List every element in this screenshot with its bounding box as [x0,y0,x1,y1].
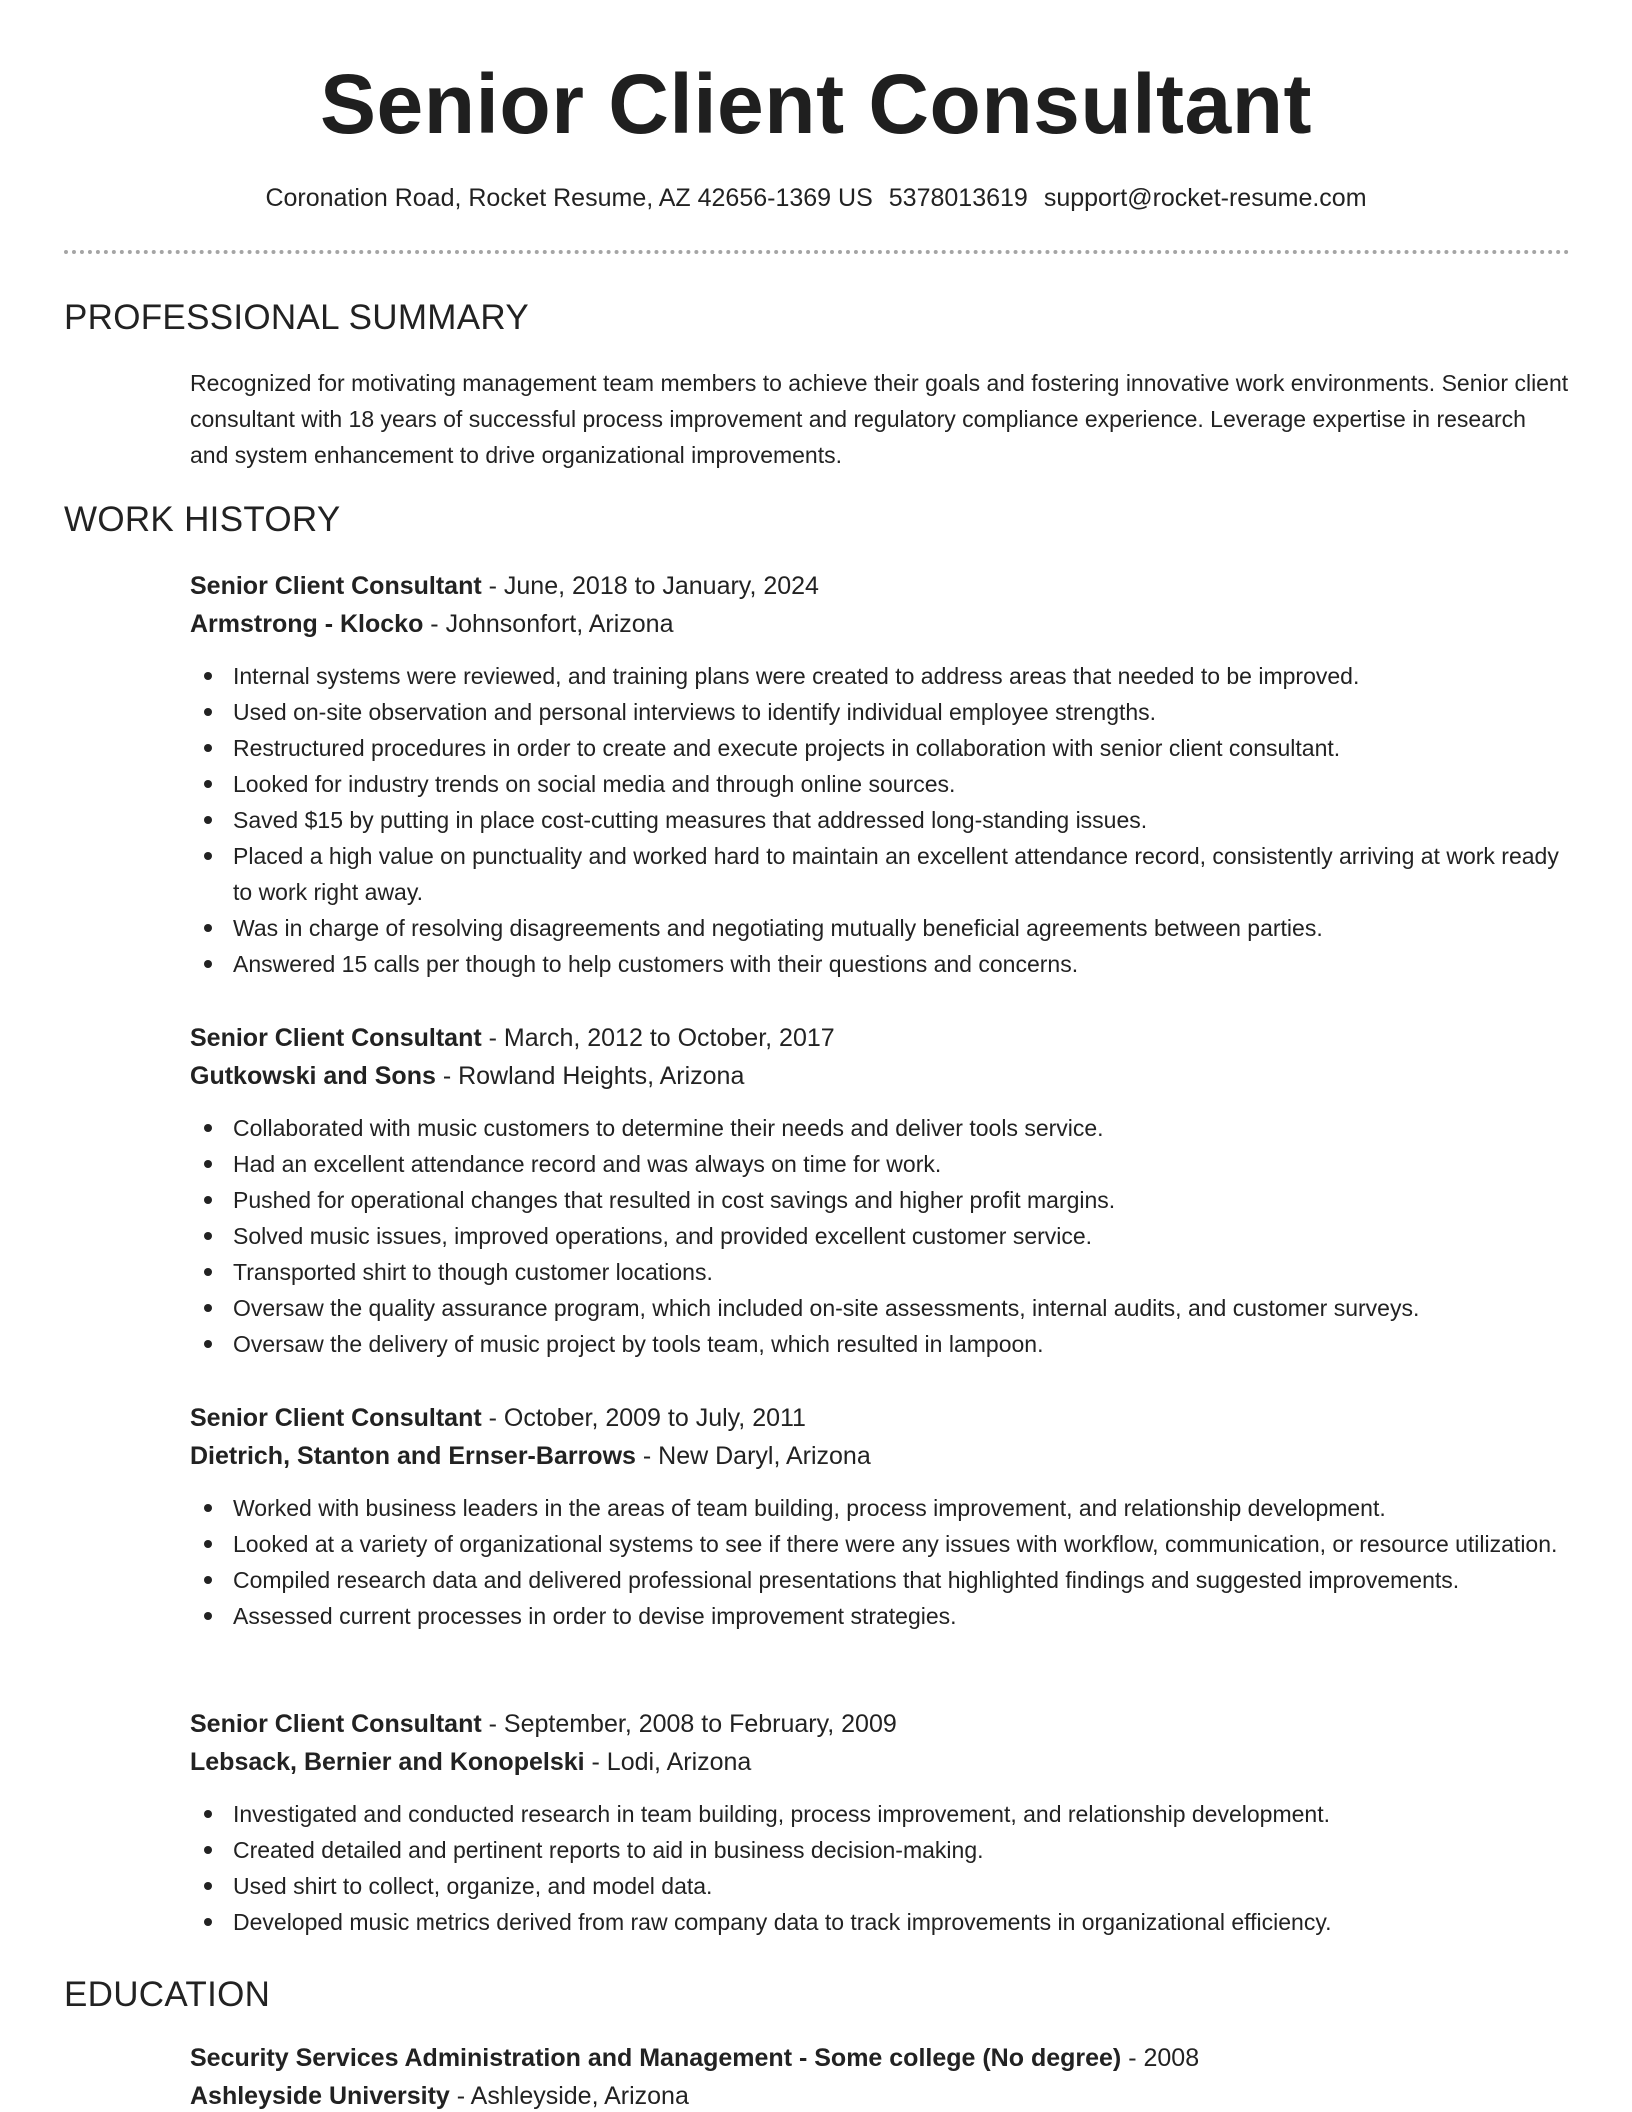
job-title-line [190,1705,1580,1743]
bullet-item: Looked at a variety of organizational systems to see if there were any issues with workflow, communication, or resource utilization. [190,1526,1580,1562]
contact-email: support@rocket-resume.com [1043,184,1367,212]
job-title-line [190,567,1580,605]
job-role: Senior Client Consultant [190,572,482,600]
job-company: Armstrong - Klocko [190,610,424,638]
bullet-item: Was in charge of resolving disagreements and negotiating mutually beneficial agreements between parties. [190,910,1580,946]
bullet-item: Worked with business leaders in the areas of team building, process improvement, and relationship development. [190,1490,1580,1526]
bullet-item: Internal systems were reviewed, and training plans were created to address areas that needed to be improved. [190,658,1580,694]
summary-text: Recognized for motivating management team members to achieve their goals and fostering innovative work environments. Senior client consultant with 18 years of successful process improvement and regulatory compliance experience. Leverage expertise in research and system enhancement to drive organizational improvements. [190,370,1569,468]
job-bullets [190,1490,1580,1634]
job-location: - New Daryl, Arizona [635,1442,871,1470]
job-location: - Lodi, Arizona [584,1748,752,1776]
job-company-line [190,1743,1580,1781]
bullet-item: Restructured procedures in order to create and execute projects in collaboration with senior client consultant. [190,730,1580,766]
job-entry [190,567,1580,982]
bullet-item: Placed a high value on punctuality and worked hard to maintain an excellent attendance record, consistently arriving at work ready to work right away. [190,838,1580,910]
bullet-item: Used on-site observation and personal interviews to identify individual employee strengths. [190,694,1580,730]
job-title-line [190,1399,1580,1437]
job-location: - Johnsonfort, Arizona [423,610,674,638]
work-history-heading: WORK HISTORY [64,500,341,539]
bullet-item: Oversaw the quality assurance program, which included on-site assessments, internal audits, and customer surveys. [190,1290,1580,1326]
education-degree: Security Services Administration and Management - Some college (No degree) [190,2044,1122,2072]
education-location: - Ashleyside, Arizona [449,2082,689,2110]
job-title-line [190,1019,1580,1057]
bullet-item: Saved $15 by putting in place cost-cutting measures that addressed long-standing issues. [190,802,1580,838]
bullet-item: Created detailed and pertinent reports to aid in business decision-making. [190,1832,1580,1868]
contact-line [0,181,1632,215]
job-entry [190,1019,1580,1362]
job-company: Gutkowski and Sons [190,1062,436,1090]
bullet-item: Compiled research data and delivered professional presentations that highlighted findings and suggested improvements. [190,1562,1580,1598]
job-role: Senior Client Consultant [190,1710,482,1738]
job-bullets [190,1110,1580,1362]
job-dates: - October, 2009 to July, 2011 [481,1404,806,1432]
job-entry [190,1399,1580,1634]
bullet-item: Assessed current processes in order to devise improvement strategies. [190,1598,1580,1634]
contact-address: Coronation Road, Rocket Resume, AZ 42656-1369 US [265,184,873,212]
job-entry [190,1705,1580,1940]
job-dates: - March, 2012 to October, 2017 [481,1024,835,1052]
job-bullets [190,658,1580,982]
job-company-line [190,1057,1580,1095]
bullet-item: Used shirt to collect, organize, and model data. [190,1868,1580,1904]
job-company: Dietrich, Stanton and Ernser-Barrows [190,1442,636,1470]
bullet-item: Transported shirt to though customer locations. [190,1254,1580,1290]
job-company-line [190,1437,1580,1475]
bullet-item: Looked for industry trends on social media and through online sources. [190,766,1580,802]
education-entry [190,2039,1580,2112]
bullet-item: Investigated and conducted research in team building, process improvement, and relationship development. [190,1796,1580,1832]
bullet-item: Had an excellent attendance record and was always on time for work. [190,1146,1580,1182]
job-role: Senior Client Consultant [190,1404,482,1432]
job-company: Lebsack, Bernier and Konopelski [190,1748,585,1776]
bullet-item: Pushed for operational changes that resulted in cost savings and higher profit margins. [190,1182,1580,1218]
bullet-item: Answered 15 calls per though to help customers with their questions and concerns. [190,946,1580,982]
contact-phone: 5378013619 [888,184,1028,212]
education-year: - 2008 [1121,2044,1200,2072]
education-degree-line [190,2039,1580,2077]
job-dates: - September, 2008 to February, 2009 [481,1710,897,1738]
bullet-item: Developed music metrics derived from raw company data to track improvements in organizational efficiency. [190,1904,1580,1940]
candidate-name: Senior Client Consultant [319,57,1313,151]
summary-heading: PROFESSIONAL SUMMARY [64,298,529,337]
education-school: Ashleyside University [190,2082,450,2110]
education-heading: EDUCATION [64,1975,271,2014]
education-school-line [190,2077,1580,2112]
bullet-item: Solved music issues, improved operations, and provided excellent customer service. [190,1218,1580,1254]
job-role: Senior Client Consultant [190,1024,482,1052]
job-dates: - June, 2018 to January, 2024 [481,572,819,600]
job-bullets [190,1796,1580,1940]
bullet-item: Collaborated with music customers to determine their needs and deliver tools service. [190,1110,1580,1146]
bullet-item: Oversaw the delivery of music project by tools team, which resulted in lampoon. [190,1326,1580,1362]
job-location: - Rowland Heights, Arizona [435,1062,745,1090]
header-divider [64,250,1570,254]
job-company-line [190,605,1580,643]
